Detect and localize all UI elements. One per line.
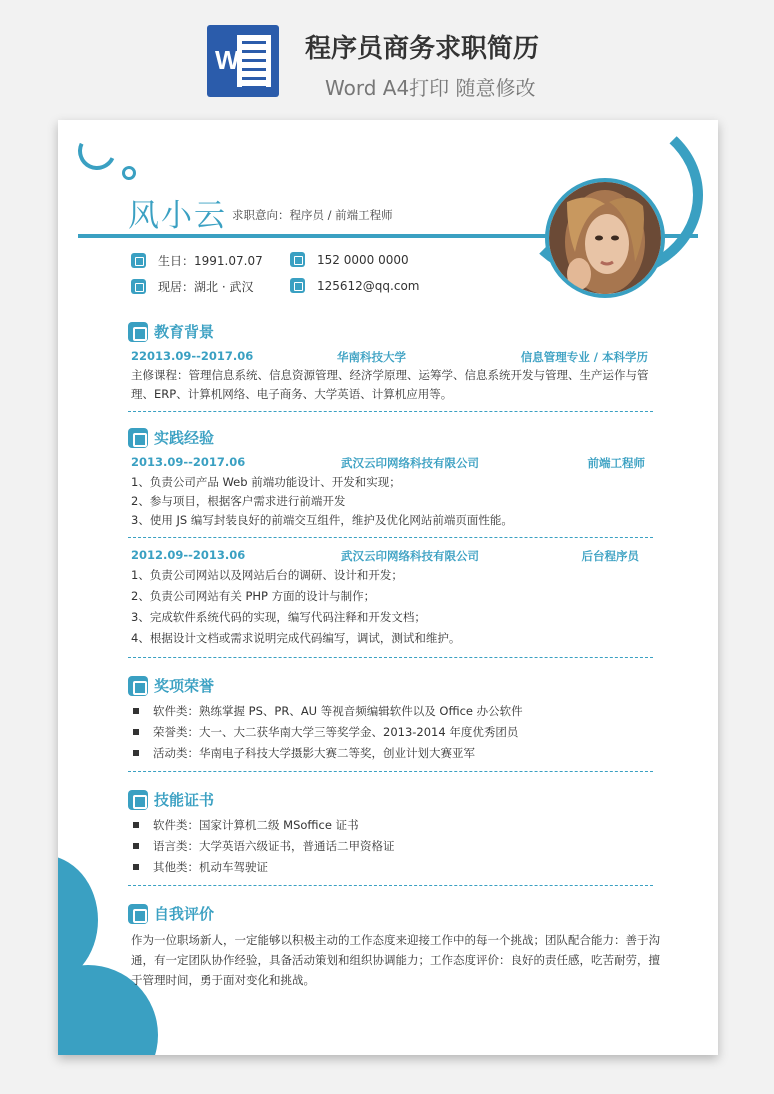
skill-item: [133, 859, 268, 875]
education-period: 22013.09--2017.06: [131, 349, 254, 363]
job-item: 4、根据设计文档或需求说明完成代码编写，调试，测试和维护。: [131, 631, 461, 645]
banner: [0, 0, 774, 115]
email-text: 125612@qq.com: [317, 278, 420, 293]
award-item: [133, 703, 523, 719]
location-text: 现居：湖北 · 武汉: [158, 280, 254, 294]
resume-page: [58, 120, 718, 1055]
experience-title: 实践经验: [154, 429, 215, 447]
phone-text: 152 0000 0000: [317, 252, 409, 267]
section-awards: [128, 675, 214, 696]
skills-title: 技能证书: [154, 791, 215, 809]
section-divider: [128, 657, 653, 658]
section-divider: [128, 771, 653, 772]
award-item: [133, 724, 518, 740]
job-item: 1、负责公司网站以及网站后台的调研、设计和开发；: [131, 568, 403, 582]
job-role: 前端工程师: [587, 456, 645, 470]
location-icon: [131, 279, 146, 294]
candidate-name: 风小云: [128, 198, 227, 234]
deco-arc-topleft: [73, 127, 122, 176]
skill-text: 语言类：大学英语六级证书，普通话二甲资格证: [153, 839, 395, 853]
banner-subtitle: Word A4打印 随意修改: [325, 76, 536, 100]
calendar-icon: [131, 253, 146, 268]
word-icon: W: [207, 25, 279, 97]
section-divider: [128, 411, 653, 412]
person-icon: [128, 904, 148, 924]
award-text: 荣誉类：大一、大二获华南大学三等奖学金、2013-2014 年度优秀团员: [153, 725, 519, 739]
education-school: 华南科技大学: [337, 350, 406, 364]
skill-item: [133, 838, 395, 854]
job-period: 2012.09--2013.06: [131, 548, 246, 562]
section-experience: [128, 427, 214, 448]
section-divider: [128, 885, 653, 886]
education-major: 信息管理专业 / 本科学历: [520, 350, 648, 364]
awards-title: 奖项荣誉: [154, 677, 215, 695]
job-item: 3、使用 JS 编写封装良好的前端交互组件，维护及优化网站前端页面性能。: [131, 513, 513, 527]
job-item: 1、负责公司产品 Web 前端功能设计、开发和实现；: [131, 475, 401, 489]
skill-text: 软件类：国家计算机二级 MSoffice 证书: [153, 818, 359, 832]
job-item: 2、负责公司网站有关 PHP 方面的设计与制作；: [131, 589, 376, 603]
phone-icon: [290, 252, 305, 267]
birth-text: 生日：1991.07.07: [158, 254, 263, 268]
mail-icon: [290, 278, 305, 293]
job-company: 武汉云印网络科技有限公司: [341, 549, 479, 563]
profile-photo: [545, 178, 665, 298]
section-self-eval: [128, 903, 214, 924]
section-skills: [128, 789, 214, 810]
award-item: [133, 745, 475, 761]
award-icon: [128, 676, 148, 696]
location-info: [131, 278, 253, 295]
job-role: 后台程序员: [581, 549, 639, 563]
job-item: 2、参与项目，根据客户需求进行前端开发: [131, 494, 346, 508]
deco-dot-topleft: [122, 166, 136, 180]
job-company: 武汉云印网络科技有限公司: [341, 456, 479, 470]
banner-title: 程序员商务求职简历: [305, 34, 540, 64]
education-title: 教育背景: [154, 323, 215, 341]
job-intent: 求职意向：程序员 / 前端工程师: [232, 208, 393, 222]
skill-item: [133, 817, 359, 833]
job-divider: [128, 537, 653, 538]
self-eval-text: 作为一位职场新人，一定能够以积极主动的工作态度来迎接工作中的每一个挑战；团队配合能力：善于沟通，有一定团队协作经验，具备活动策划和组织协调能力；工作态度评价：良好的责任感，吃苦耐劳，擅于管理时间，勇于面对变化和挑战。: [131, 933, 660, 987]
job-item: 3、完成软件系统代码的实现，编写代码注释和开发文档；: [131, 610, 426, 624]
email-info: [290, 278, 420, 293]
graduation-cap-icon: [128, 322, 148, 342]
phone-info: [290, 252, 409, 267]
skill-text: 其他类：机动车驾驶证: [153, 860, 268, 874]
chart-icon: [128, 428, 148, 448]
job-period: 2013.09--2017.06: [131, 455, 246, 469]
self-eval-title: 自我评价: [154, 905, 215, 923]
award-text: 软件类：熟练掌握 PS、PR、AU 等视音频编辑软件以及 Office 办公软件: [153, 704, 523, 718]
education-courses: 主修课程：管理信息系统、信息资源管理、经济学原理、运筹学、信息系统开发与管理、生产运作与管理、ERP、计算机网络、电子商务、大学英语、计算机应用等。: [131, 368, 649, 401]
award-text: 活动类：华南电子科技大学摄影大赛二等奖，创业计划大赛亚军: [153, 746, 475, 760]
birth-info: [131, 252, 263, 269]
tag-icon: [128, 790, 148, 810]
section-education: [128, 321, 214, 342]
